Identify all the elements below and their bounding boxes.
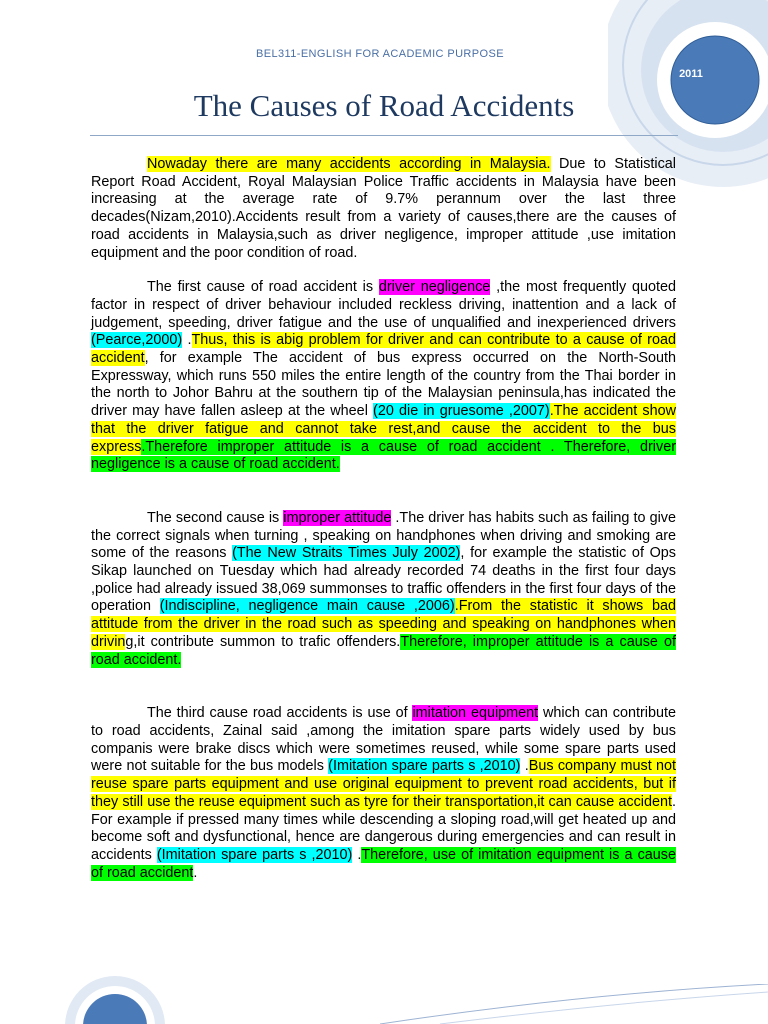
paragraph-intro <box>91 156 676 262</box>
highlight-keyword: driver negligence <box>378 279 491 296</box>
text-run: , for example the statistic of Ops Sikap launched on Tuesday which had already recorded 74 deaths in the first four days ,police had already issued 38,069 summonses to traffic offenders in the first four days of the operation <box>91 545 677 615</box>
text-run: . <box>352 846 362 863</box>
highlight-yellow: Bus company must not reuse spare parts equipment and use original equipment to prevent road accidents, but if they still use the reuse equipment such as tyre for their transportation,it can cause accident <box>91 758 676 810</box>
highlight-citation: (Pearce,2000) <box>91 332 183 349</box>
highlight-citation: (Indiscipline, negligence main cause ,2006) <box>159 598 455 615</box>
highlight-yellow: .The accident show that the driver fatigue and cannot take rest,and cause the accident to the bus express <box>91 403 676 455</box>
text-run: , for example The accident of bus express occurred on the North-South Expressway, which runs 550 miles the entire length of the country from the Thai border in the north to Johor Bahru at the southern tip of the Malaysian peninsula,has indicated the driver may have fallen asleep at the wheel <box>91 350 676 420</box>
paragraph-imitation-equipment <box>91 705 676 882</box>
text-run: The third cause road accidents is use of <box>147 705 413 722</box>
highlight-yellow: Nowaday there are many accidents according in Malaysia. <box>147 156 551 172</box>
text-run: . <box>520 758 529 775</box>
highlight-keyword: imitation equipment <box>412 705 539 722</box>
highlight-conclusion: Therefore, use of imitation equipment is a cause of road accident <box>91 846 676 881</box>
highlight-citation: (20 die in gruesome ,2007) <box>373 403 550 420</box>
text-run: . <box>182 332 192 349</box>
highlight-citation: (Imitation spare parts s ,2010) <box>328 758 521 775</box>
highlight-keyword: improper attitude <box>283 509 392 526</box>
highlight-citation: (The New Straits Times July 2002) <box>232 545 461 562</box>
text-run: . <box>193 864 198 881</box>
highlight-yellow: .From the statistic it shows bad attitude from the driver in the road such as speeding and speaking on handphones when drivin <box>91 598 676 650</box>
text-run: The second cause is <box>147 509 284 526</box>
paragraph-improper-attitude <box>91 510 676 669</box>
page-title: The Causes of Road Accidents <box>193 88 575 123</box>
bottom-line-decoration <box>380 984 768 1024</box>
text-run: Due to Statistical Report Road Accident, Royal Malaysian Police Traffic accidents in Malaysia have been increasing at the average rate of 9.7% perannum over the last three decades(Nizam,2010).Accidents result from a variety of causes,there are the causes of road accidents in Malaysia,such as driver negligence, improper attitude ,use imitation equipment and the poor condition of road. <box>91 156 676 261</box>
text-run: ,the most frequently quoted factor in respect of driver behaviour included reckless driving, inattention and a lack of judgement, speeding, driver fatigue and the use of unqualified and inexperienced drivers <box>91 279 676 331</box>
text-run: g,it contribute summon to trafic offenders. <box>125 633 401 650</box>
highlight-conclusion: Therefore, improper attitude is a cause of road accident. <box>91 633 676 668</box>
text-run: .The driver has habits such as failing to give the correct signals when turning , speaking on handphones when driving and smoking are some of the reasons <box>91 509 676 562</box>
title-divider <box>90 135 678 136</box>
course-header: BEL311-ENGLISH FOR ACADEMIC PURPOSE <box>256 48 504 60</box>
highlight-yellow: Thus, this is abig problem for driver and can contribute to a cause of road accident <box>91 332 676 367</box>
highlight-citation: (Imitation spare parts s ,2010) <box>156 846 353 863</box>
year-badge: 2011 <box>679 68 703 80</box>
text-run: which can contribute to road accidents, Zainal said ,among the imitation spare parts widely used by bus companis were brake discs which were sometimes reused, while some spare parts used were not suitable for the bus models <box>91 705 677 775</box>
bottom-circle-decoration <box>60 964 170 1024</box>
highlight-conclusion: .Therefore improper attitude is a cause of road accident . Therefore, driver negligence is a cause of road accident. <box>91 438 676 473</box>
text-run: . For example if pressed many times while descending a sloping road,will get heated up and become soft and dysfunctional, hence are dangerous during emergencies and can result in accidents <box>91 793 676 863</box>
paragraph-driver-negligence <box>91 279 676 474</box>
text-run: The first cause of road accident is <box>147 279 379 296</box>
document-body <box>91 156 676 882</box>
